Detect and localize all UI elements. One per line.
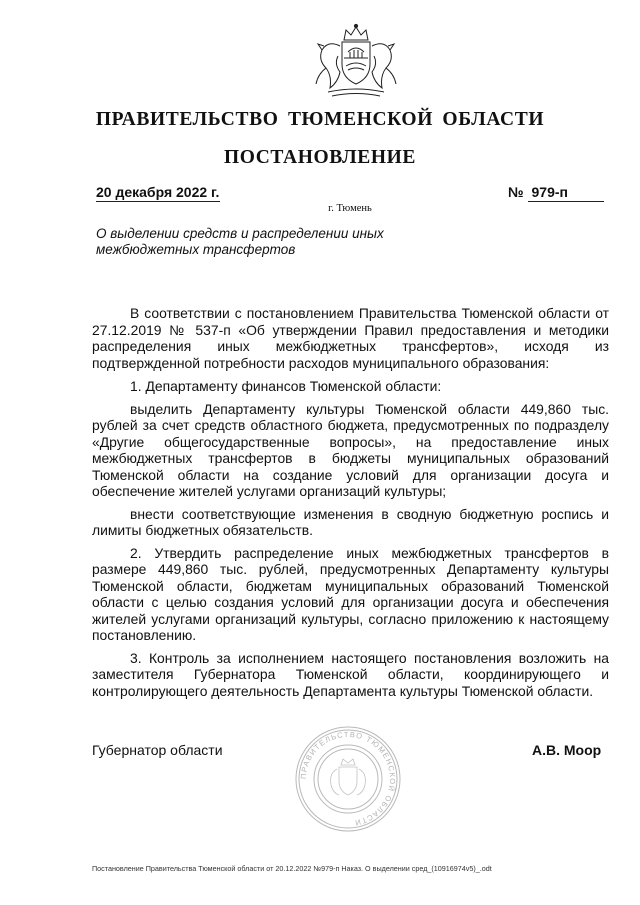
signer-name: А.В. Моор — [532, 742, 602, 758]
body-paragraph: В соответствии с постановлением Правительства Тюменской области от 27.12.2019 № 537-п «Об утверждении Правил предоставления и методики распределения иных межбюджетных трансфертов», исходя из подтвержденной потребности расходов муниципального образования: — [92, 305, 609, 371]
document-number — [508, 184, 604, 202]
body-paragraph: 3. Контроль за исполнением настоящего постановления возложить на заместителя Губернатора Тюменской области, координирующего и контролирующего деятельность Департамента культуры Тюменской области. — [92, 649, 609, 699]
official-seal-icon — [293, 725, 403, 833]
document-date: 20 декабря 2022 г. — [96, 184, 220, 200]
document-type: ПОСТАНОВЛЕНИЕ — [223, 147, 417, 168]
body-paragraph: выделить Департаменту культуры Тюменской области 449,860 тыс. рублей за счет средств областного бюджета, предусмотренных по подразделу «Другие общегосударственные вопросы», на предоставление иных межбюджетных трансфертов в бюджеты муниципальных образований Тюменской области на создание условий для организации досуга и обеспечение жителей услугами организаций культуры; — [92, 400, 609, 499]
number-value: 979-п — [528, 184, 604, 202]
document-body — [92, 305, 609, 705]
coat-of-arms-icon — [308, 22, 404, 102]
city: г. Тюмень — [328, 203, 372, 214]
number-sign: № — [508, 184, 524, 200]
body-paragraph: 1. Департаменту финансов Тюменской области: — [130, 378, 442, 394]
seal-text: ПРАВИТЕЛЬСТВО ТЮМЕНСКОЙ ОБЛАСТИ — [298, 729, 398, 828]
signer-title: Губернатор области — [92, 742, 223, 758]
government-title: ПРАВИТЕЛЬСТВО ТЮМЕНСКОЙ ОБЛАСТИ — [95, 109, 545, 130]
document-subject: О выделении средств и распределении иных межбюджетных трансфертов — [96, 226, 384, 257]
document-footer: Постановление Правительства Тюменской области от 20.12.2022 №979-п Наказ. О выделении сред_(10916974v5)_.odt — [92, 864, 492, 873]
body-paragraph: внести соответствующие изменения в сводную бюджетную роспись и лимиты бюджетных обязательств. — [92, 505, 609, 538]
body-paragraph: 2. Утвердить распределение иных межбюджетных трансфертов в размере 449,860 тыс. рублей, предусмотренных Департаменту культуры Тюменской области, бюджетам муниципальных образований Тюменской области с целью создания условий для организации досуга и обеспечения жителей услугами организаций культуры, согласно приложению к настоящему постановлению. — [92, 544, 609, 643]
